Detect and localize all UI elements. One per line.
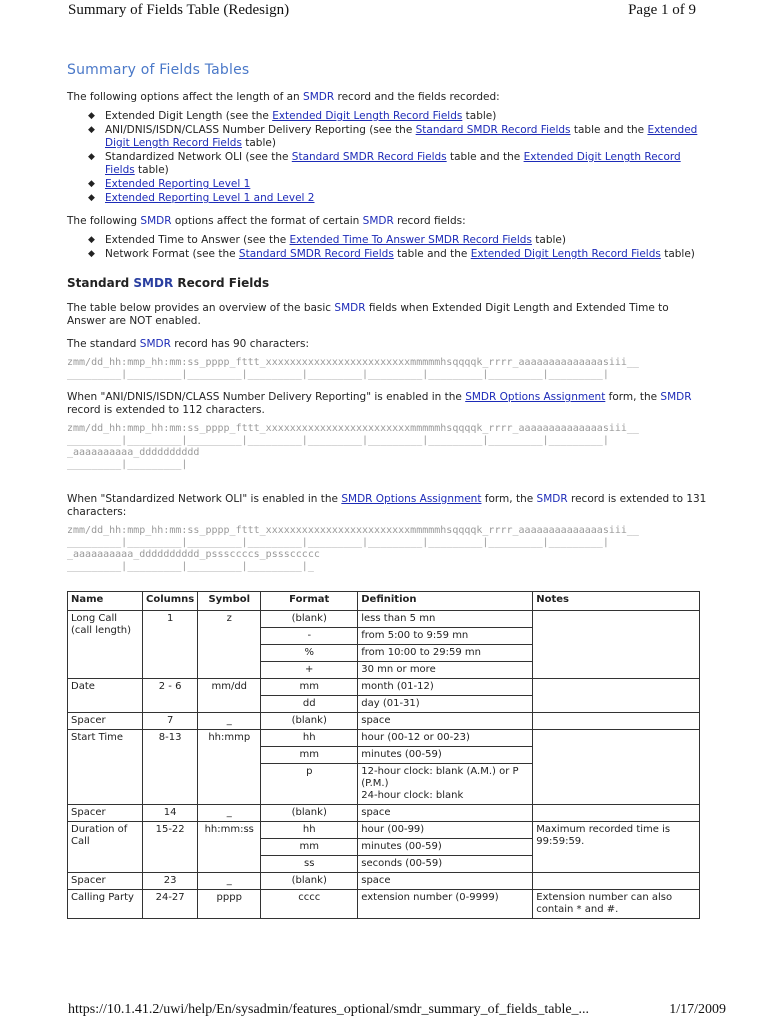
link-extended-reporting-level-1[interactable]: Extended Reporting Level 1	[105, 178, 251, 190]
options-length-list	[67, 110, 707, 205]
item-text: ANI/DNIS/ISDN/CLASS Number Delivery Reporting (see the	[105, 124, 416, 136]
table-row	[68, 679, 700, 696]
field-notes-cell	[533, 679, 700, 713]
item-text: table)	[462, 110, 497, 122]
list-item	[88, 124, 707, 150]
oli-record-intro	[67, 493, 707, 519]
link-smdr-options-assignment[interactable]: SMDR Options Assignment	[465, 391, 606, 403]
field-notes-cell	[533, 873, 700, 890]
field-definition-cell: from 5:00 to 9:59 mn	[358, 628, 533, 645]
link-extended-digit-length[interactable]: Extended Digit Length Record Fields	[105, 124, 698, 149]
field-format-cell: (blank)	[261, 713, 358, 730]
item-text: Extended Digit Length (see the	[105, 110, 273, 122]
field-definition-cell: hour (00-12 or 00-23)	[358, 730, 533, 747]
std-intro-b: record has 90 characters:	[170, 338, 309, 350]
overview-text-a: The table below provides an overview of the basic	[67, 302, 335, 314]
item-text: table)	[660, 248, 695, 260]
field-name-cell: Spacer	[68, 873, 143, 890]
field-definition-cell: less than 5 mn	[358, 611, 533, 628]
link-extended-digit-length[interactable]: Extended Digit Length Record Fields	[105, 151, 681, 176]
field-columns-cell: 23	[143, 873, 198, 890]
field-definition-cell: space	[358, 805, 533, 822]
link-standard-smdr-fields[interactable]: Standard SMDR Record Fields	[238, 248, 394, 260]
field-definition-cell: space	[358, 873, 533, 890]
intro1-text-b: record and the fields recorded:	[334, 91, 500, 103]
item-text: table and the	[570, 124, 648, 136]
field-format-cell: (blank)	[261, 611, 358, 628]
link-extended-reporting-level-1-2[interactable]: Extended Reporting Level 1 and Level 2	[105, 192, 315, 204]
field-definition-cell: minutes (00-59)	[358, 839, 533, 856]
bullet-icon: ◆	[88, 179, 95, 189]
smdr-keyword: SMDR	[536, 493, 568, 505]
intro2-text-b: options affect the format of certain	[171, 215, 363, 227]
print-footer	[0, 998, 768, 1024]
ani-intro-b: form, the	[605, 391, 661, 403]
field-format-cell: p	[261, 764, 358, 805]
overview-paragraph	[67, 302, 707, 328]
bullet-icon: ◆	[88, 125, 95, 135]
field-notes-cell	[533, 805, 700, 822]
oli-intro-b: form, the	[481, 493, 537, 505]
col-header-format: Format	[261, 592, 358, 611]
field-format-cell: hh	[261, 730, 358, 747]
fields-table	[67, 591, 700, 919]
field-symbol-cell: hh:mmp	[198, 730, 261, 805]
intro2-text-a: The following	[67, 215, 141, 227]
section-title-a: Standard	[67, 276, 134, 290]
field-name-cell: Spacer	[68, 805, 143, 822]
list-item	[88, 248, 707, 261]
field-format-cell: mm	[261, 679, 358, 696]
col-header-columns: Columns	[143, 592, 198, 611]
bullet-icon: ◆	[88, 249, 95, 259]
list-item	[88, 151, 707, 177]
footer-date: 1/17/2009	[669, 1002, 726, 1017]
field-format-cell: mm	[261, 747, 358, 764]
field-format-cell: hh	[261, 822, 358, 839]
field-format-cell: (blank)	[261, 873, 358, 890]
list-item	[88, 234, 707, 247]
item-text: table)	[134, 164, 169, 176]
item-text: table)	[241, 137, 276, 149]
field-definition-cell: 12-hour clock: blank (A.M.) or P (P.M.) 24-hour clock: blank	[358, 764, 533, 805]
link-smdr-options-assignment[interactable]: SMDR Options Assignment	[341, 493, 482, 505]
field-format-cell: -	[261, 628, 358, 645]
field-columns-cell: 7	[143, 713, 198, 730]
field-format-cell: %	[261, 645, 358, 662]
section-title-b: Record Fields	[173, 276, 270, 290]
list-item	[88, 110, 707, 123]
col-header-definition: Definition	[358, 592, 533, 611]
item-text: Extended Time to Answer (see the	[105, 234, 290, 246]
table-row	[68, 873, 700, 890]
print-header	[0, 0, 768, 24]
footer-url: https://10.1.41.2/uwi/help/En/sysadmin/features_optional/smdr_summary_of_fields_table_...	[68, 1002, 590, 1017]
field-notes-cell: Maximum recorded time is 99:59:59.	[533, 822, 700, 873]
field-name-cell: Duration of Call	[68, 822, 143, 873]
field-symbol-cell: hh:mm:ss	[198, 822, 261, 873]
field-symbol-cell: mm/dd	[198, 679, 261, 713]
field-columns-cell: 8-13	[143, 730, 198, 805]
item-text: table)	[531, 234, 566, 246]
smdr-keyword: SMDR	[139, 338, 171, 350]
oli-intro-c: record is extended to 131 characters:	[67, 493, 707, 518]
link-extended-time-to-answer[interactable]: Extended Time To Answer SMDR Record Fields	[289, 234, 532, 246]
item-text: table and the	[446, 151, 524, 163]
list-item	[88, 192, 707, 205]
field-symbol-cell: _	[198, 805, 261, 822]
field-definition-cell: extension number (0-9999)	[358, 890, 533, 919]
table-header-row	[68, 592, 700, 611]
table-row	[68, 890, 700, 919]
smdr-keyword: SMDR	[133, 276, 174, 290]
field-format-cell: +	[261, 662, 358, 679]
field-format-cell: cccc	[261, 890, 358, 919]
field-notes-cell	[533, 730, 700, 805]
field-format-cell: (blank)	[261, 805, 358, 822]
field-definition-cell: 30 mn or more	[358, 662, 533, 679]
overview-text-b: fields when Extended Digit Length and Extended Time to Answer are NOT enabled.	[67, 302, 669, 327]
col-header-symbol: Symbol	[198, 592, 261, 611]
page-title: Summary of Fields Tables	[67, 62, 250, 78]
field-notes-cell	[533, 713, 700, 730]
field-symbol-cell: pppp	[198, 890, 261, 919]
header-page-number: Page 1 of 9	[628, 2, 696, 18]
item-text: table and the	[393, 248, 471, 260]
field-definition-cell: day (01-31)	[358, 696, 533, 713]
field-columns-cell: 1	[143, 611, 198, 679]
field-columns-cell: 24-27	[143, 890, 198, 919]
table-row	[68, 713, 700, 730]
field-columns-cell: 14	[143, 805, 198, 822]
field-columns-cell: 2 - 6	[143, 679, 198, 713]
link-extended-digit-length[interactable]: Extended Digit Length Record Fields	[272, 110, 463, 122]
options-format-list	[67, 234, 707, 261]
link-extended-digit-length[interactable]: Extended Digit Length Record Fields	[470, 248, 661, 260]
smdr-keyword: SMDR	[660, 391, 692, 403]
intro-options-length	[67, 91, 707, 104]
field-definition-cell: seconds (00-59)	[358, 856, 533, 873]
bullet-icon: ◆	[88, 111, 95, 121]
item-text: Network Format (see the	[105, 248, 239, 260]
bullet-icon: ◆	[88, 193, 95, 203]
section-title	[67, 277, 707, 290]
field-name-cell: Calling Party	[68, 890, 143, 919]
smdr-keyword: SMDR	[303, 91, 335, 103]
record-format-112: zmm/dd_hh:mmp_hh:mm:ss_pppp_fttt_xxxxxxxxxxxxxxxxxxxxxxxxmmmmmhsqqqqk_rrrr_aaaaaaaaaaaaaasiii__ _________|_________|_________|_________|_________|_________|_________|_________|_________| _aaaaaaaaaa_dddddddddd _________|_________|	[67, 423, 639, 470]
table-row	[68, 730, 700, 747]
smdr-keyword: SMDR	[334, 302, 366, 314]
field-name-cell: Date	[68, 679, 143, 713]
bullet-icon: ◆	[88, 235, 95, 245]
link-standard-smdr-fields[interactable]: Standard SMDR Record Fields	[291, 151, 447, 163]
intro2-text-c: record fields:	[393, 215, 466, 227]
std-intro-a: The standard	[67, 338, 140, 350]
list-item	[88, 178, 707, 191]
table-row	[68, 611, 700, 628]
table-row	[68, 822, 700, 839]
field-name-cell: Long Call (call length)	[68, 611, 143, 679]
col-header-notes: Notes	[533, 592, 700, 611]
intro-options-format	[67, 215, 707, 228]
field-format-cell: dd	[261, 696, 358, 713]
field-notes-cell: Extension number can also contain * and #.	[533, 890, 700, 919]
main-content	[67, 64, 707, 919]
field-definition-cell: minutes (00-59)	[358, 747, 533, 764]
link-standard-smdr-fields[interactable]: Standard SMDR Record Fields	[415, 124, 571, 136]
record-format-131: zmm/dd_hh:mmp_hh:mm:ss_pppp_fttt_xxxxxxxxxxxxxxxxxxxxxxxxmmmmmhsqqqqk_rrrr_aaaaaaaaaaaaaasiii__ _________|_________|_________|_________|_________|_________|_________|_________|_________| _aaaaaaaaaa_dddddddddd_psssccccs_psssccccc _________|_________|_________|_________|_	[67, 525, 639, 572]
field-symbol-cell: _	[198, 873, 261, 890]
field-notes-cell	[533, 611, 700, 679]
smdr-keyword: SMDR	[362, 215, 394, 227]
field-definition-cell: space	[358, 713, 533, 730]
field-name-cell: Start Time	[68, 730, 143, 805]
fields-table-body	[68, 611, 700, 919]
ani-intro-a: When "ANI/DNIS/ISDN/CLASS Number Delivery Reporting" is enabled in the	[67, 391, 466, 403]
col-header-name: Name	[68, 592, 143, 611]
record-format-90: zmm/dd_hh:mmp_hh:mm:ss_pppp_fttt_xxxxxxxxxxxxxxxxxxxxxxxxmmmmmhsqqqqk_rrrr_aaaaaaaaaaaaaasiii__ _________|_________|_________|_________|_________|_________|_________|_________|_________|	[67, 357, 639, 380]
field-definition-cell: month (01-12)	[358, 679, 533, 696]
field-format-cell: ss	[261, 856, 358, 873]
field-name-cell: Spacer	[68, 713, 143, 730]
field-columns-cell: 15-22	[143, 822, 198, 873]
intro1-text-a: The following options affect the length of an	[67, 91, 304, 103]
ani-record-intro	[67, 391, 707, 417]
standard-record-intro	[67, 338, 707, 351]
table-row	[68, 805, 700, 822]
field-definition-cell: from 10:00 to 29:59 mn	[358, 645, 533, 662]
field-definition-cell: hour (00-99)	[358, 822, 533, 839]
field-symbol-cell: _	[198, 713, 261, 730]
header-title: Summary of Fields Table (Redesign)	[68, 2, 290, 18]
bullet-icon: ◆	[88, 152, 95, 162]
ani-intro-c: record is extended to 112 characters.	[67, 404, 265, 416]
field-format-cell: mm	[261, 839, 358, 856]
field-symbol-cell: z	[198, 611, 261, 679]
oli-intro-a: When "Standardized Network OLI" is enabled in the	[67, 493, 342, 505]
item-text: Standardized Network OLI (see the	[105, 151, 292, 163]
smdr-keyword: SMDR	[140, 215, 172, 227]
